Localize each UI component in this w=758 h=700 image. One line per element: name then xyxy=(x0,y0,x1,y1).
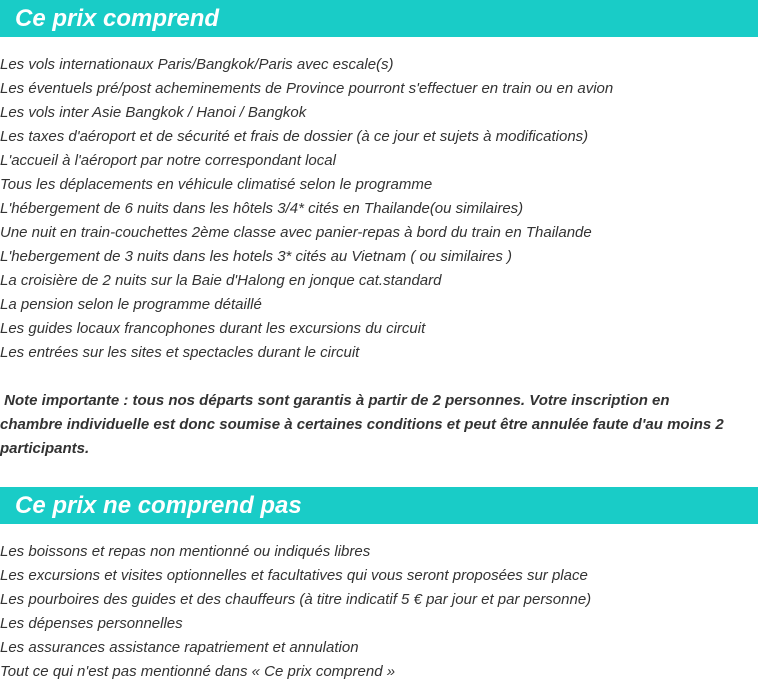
includes-list-item: Les entrées sur les sites et spectacles durant le circuit xyxy=(0,344,360,361)
includes-list-item: Les vols internationaux Paris/Bangkok/Paris avec escale(s) xyxy=(0,56,394,73)
includes-list-item: Une nuit en train-couchettes 2ème classe avec panier-repas à bord du train en Thailande xyxy=(0,224,592,241)
includes-section-title: Ce prix comprend xyxy=(15,5,220,32)
includes-list-item: Les éventuels pré/post acheminements de Province pourront s'effectuer en train ou en avion xyxy=(0,80,614,97)
includes-list xyxy=(0,53,613,365)
includes-list-item: Les guides locaux francophones durant les excursions du circuit xyxy=(0,320,426,337)
excludes-list-item: Les assurances assistance rapatriement et annulation xyxy=(0,639,359,656)
excludes-list-item: Tout ce qui n'est pas mentionné dans « Ce prix comprend » xyxy=(0,663,396,680)
includes-section-header xyxy=(0,0,758,37)
includes-list-item: La croisière de 2 nuits sur la Baie d'Halong en jonque cat.standard xyxy=(0,272,442,289)
includes-list-item: Les taxes d'aéroport et de sécurité et frais de dossier (à ce jour et sujets à modifications) xyxy=(0,128,589,145)
includes-list-item: L'hébergement de 6 nuits dans les hôtels 3/4* cités en Thailande(ou similaires) xyxy=(0,200,524,217)
excludes-list-item: Les excursions et visites optionnelles et facultatives qui vous seront proposées sur place xyxy=(0,567,588,584)
excludes-list xyxy=(0,540,591,684)
important-note: Note importante : tous nos départs sont garantis à partir de 2 personnes. Votre inscription en chambre individuelle est donc soumise à certaines conditions et peut être annulée faute d'au moins 2 participants. xyxy=(0,392,728,457)
includes-list-item: L'hebergement de 3 nuits dans les hotels 3* cités au Vietnam ( ou similaires ) xyxy=(0,248,513,265)
includes-list-item: L'accueil à l'aéroport par notre correspondant local xyxy=(0,152,336,169)
excludes-list-item: Les pourboires des guides et des chauffeurs (à titre indicatif 5 € par jour et par personne) xyxy=(0,591,592,608)
excludes-list-item: Les boissons et repas non mentionné ou indiqués libres xyxy=(0,543,371,560)
includes-list-item: Les vols inter Asie Bangkok / Hanoi / Bangkok xyxy=(0,104,307,121)
excludes-section-header xyxy=(0,487,758,524)
includes-list-item: La pension selon le programme détaillé xyxy=(0,296,262,313)
excludes-section-title: Ce prix ne comprend pas xyxy=(15,492,302,519)
includes-list-item: Tous les déplacements en véhicule climatisé selon le programme xyxy=(0,176,433,193)
excludes-list-item: Les dépenses personnelles xyxy=(0,615,183,632)
